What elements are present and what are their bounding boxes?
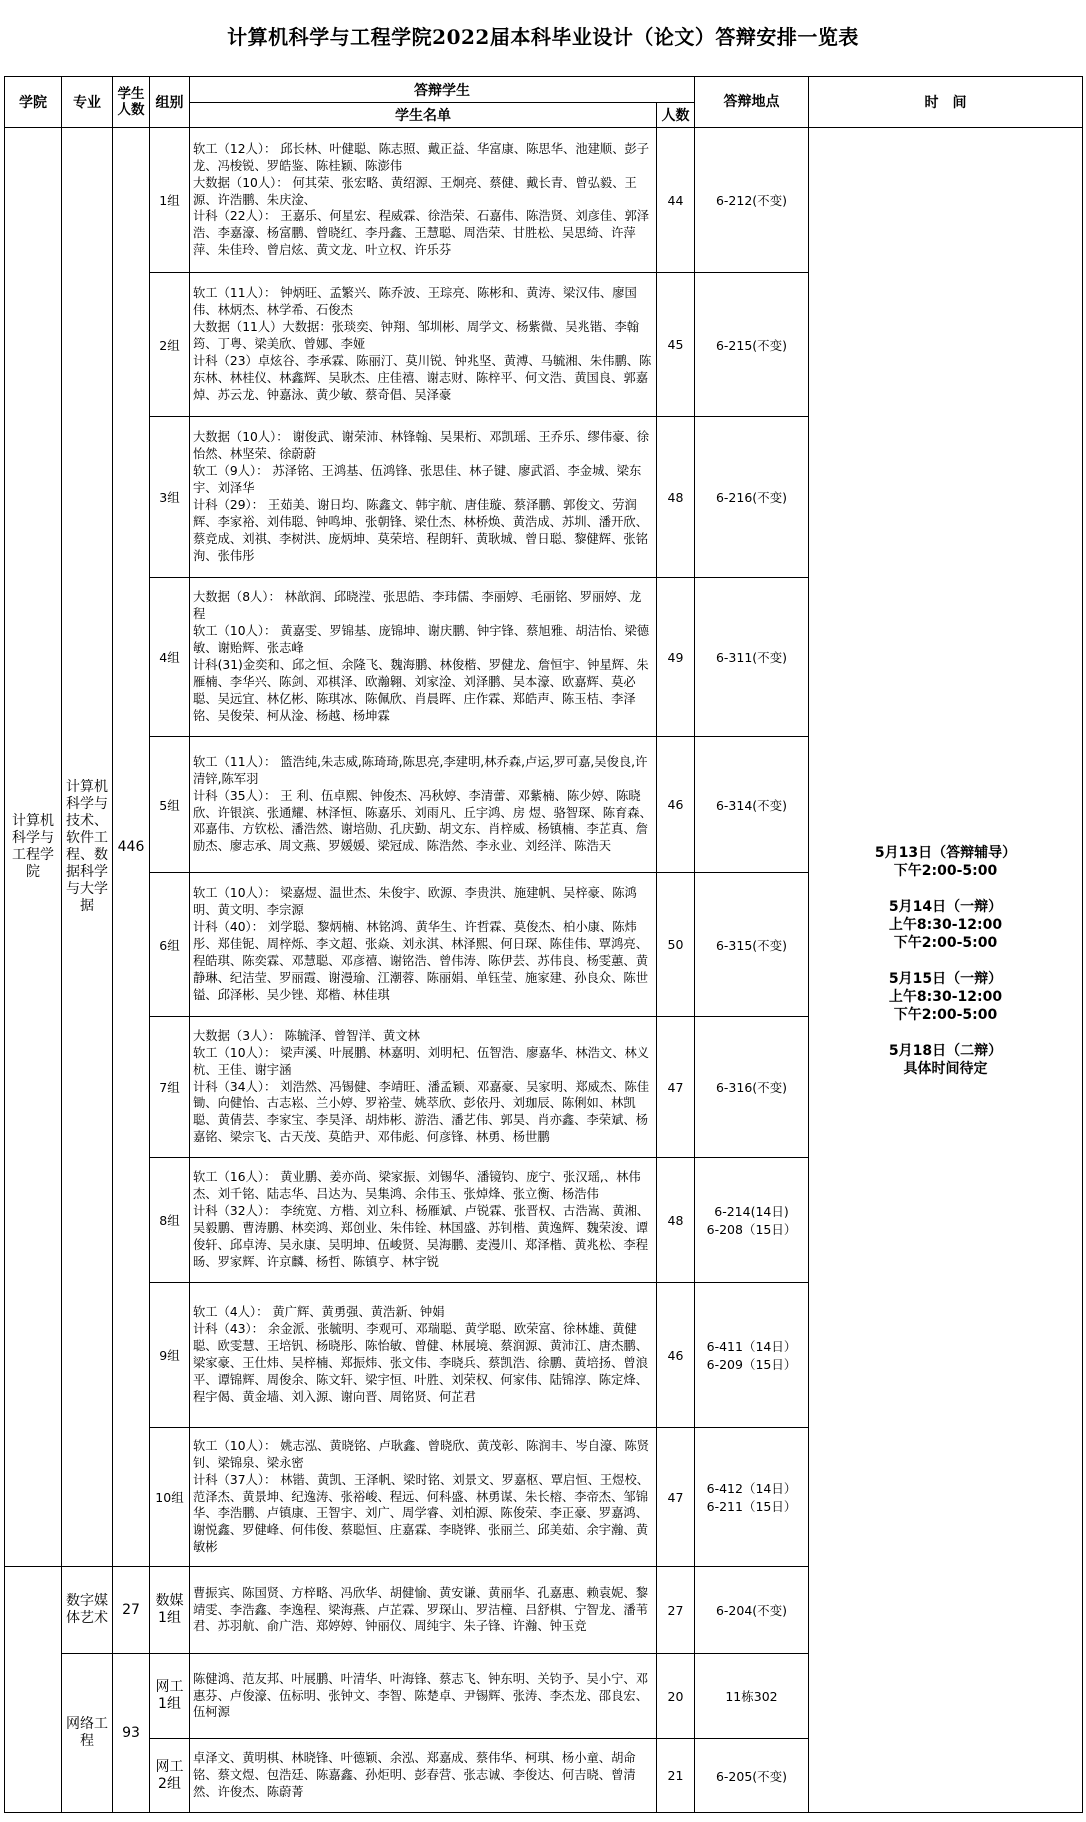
time-line: 5月14日（一辩）	[888, 899, 1003, 915]
header-defense-students: 答辩学生	[190, 77, 695, 103]
location-cell: 6-315(不变)	[695, 873, 809, 1017]
student-line: 计科（23）卓炫谷、李承霖、陈丽汀、莫川锐、钟兆坚、黄溥、马毓湘、朱伟鹏、陈东林、林桂仪、林鑫辉、吴耿杰、庄佳禧、谢志财、陈梓平、何文浩、黄国良、郭嘉焯、苏云龙、钟嘉泳、黄少敏、蔡奇倡、吴泽豪	[193, 353, 652, 402]
group-cell: 网工2组	[150, 1739, 190, 1813]
student-list-cell	[190, 417, 657, 578]
time-line: 下午2:00-5:00	[893, 863, 998, 879]
student-line: 大数据（8人）： 林歆润、邱晓滢、张思皓、李玮儒、李丽婷、毛丽铭、罗丽婷、龙程	[193, 590, 642, 622]
header-location: 答辩地点	[695, 77, 809, 128]
group-count-cell: 21	[657, 1739, 695, 1813]
location-cell: 6-411（14日） 6-209（15日）	[695, 1283, 809, 1428]
student-list-cell	[190, 128, 657, 273]
location-cell: 6-311(不变)	[695, 578, 809, 737]
time-line: 上午8:30-12:00	[888, 917, 1003, 933]
student-line: 计科（22人）： 王嘉乐、何星宏、程威霖、徐浩荣、石嘉伟、陈浩贤、刘彦佳、郭泽浩、李嘉濠、杨富鹏、曾晓红、李丹鑫、王慧聪、周浩荣、甘胜松、吴思绮、许萍萍、朱佳玲、曾启炫、黄文龙、叶立权、许乐芬	[193, 209, 650, 258]
student-line: 计科（40）： 刘学聪、黎炳楠、林铭鸿、黄华生、许哲霖、莫俊杰、柏小康、陈炜彤、郑佳铌、周梓烁、李文超、张焱、刘永淇、林泽熙、何日琛、陈佳伟、覃鸿亮、程皓琪、陈奕霖、邓慧聪、邓彦禧、谢铭浩、曾伟涛、陈伊芸、苏伟良、杨雯蕙、黄静琳、纪洁莹、罗丽霞、谢漫瑜、江潮蓉、陈丽娟、单钰莹、施家建、孙良众、陈世镒、邱泽彬、吴少锉、郑楷、林佳琪	[193, 920, 648, 1002]
group-count-cell: 47	[657, 1017, 695, 1158]
location-cell: 6-212(不变)	[695, 128, 809, 273]
student-list-cell	[190, 578, 657, 737]
student-line: 软工（10人）： 梁嘉煜、温世杰、朱俊宇、欧源、李贵洪、施建帆、吴梓豪、陈鸿明、黄文明、李宗源	[193, 886, 637, 918]
location-cell: 6-314(不变)	[695, 737, 809, 873]
table-row	[5, 128, 1083, 273]
page-title: 计算机科学与工程学院2022届本科毕业设计（论文）答辩安排一览表	[227, 25, 859, 49]
major-count-cell: 93	[113, 1654, 150, 1813]
student-line: 计科(31)金奕和、邱之恒、余隆飞、魏海鹏、林俊楷、罗健龙、詹恒宇、钟星辉、朱雁楠、李华兴、陈剑、邓棋泽、欧瀚翱、刘家淦、刘泽鹏、吴本濠、欧嘉辉、莫必聪、吴远宜、林亿彬、陈琪冰、陈佩欣、肖晨晖、庄作霖、郑皓声、陈玉桔、李泽铭、吴俊荣、柯从淦、杨越、杨坤霖	[193, 658, 649, 723]
student-line: 陈健鸿、范友邦、叶展鹏、叶清华、叶海锋、蔡志飞、钟东明、关钧予、吴小宁、邓惠芬、卢俊濠、伍标明、张钟文、李智、陈楚卓、尹锡辉、张涛、李杰龙、邵良宏、伍柯源	[193, 1671, 648, 1720]
group-cell: 3组	[150, 417, 190, 578]
time-block	[809, 970, 1082, 1024]
header-time: 时 间	[809, 77, 1083, 128]
time-block	[809, 844, 1082, 880]
group-cell: 6组	[150, 873, 190, 1017]
time-line: 5月13日（答辩辅导）	[874, 845, 1017, 861]
time-line: 下午2:00-5:00	[893, 935, 998, 951]
group-count-cell: 48	[657, 417, 695, 578]
student-line: 大数据（11人）大数据：张琰奕、钟翔、邹圳彬、周学文、杨紫微、吴兆锴、李翰筠、丁粤、梁美欣、曾娜、李娅	[193, 320, 640, 352]
time-line: 具体时间待定	[903, 1061, 988, 1077]
student-line: 软工（4人）： 黄广辉、黄勇强、黄浩新、钟娟	[193, 1305, 445, 1320]
group-cell: 7组	[150, 1017, 190, 1158]
student-line: 软工（11人）： 钟炳旺、孟繁兴、陈乔波、王琮亮、陈彬和、黄涛、梁汉伟、廖国伟、林炳杰、林学希、石俊杰	[193, 286, 637, 318]
student-line: 软工（10人）： 姚志泓、黄晓铭、卢耿鑫、曾晓欣、黄茂彰、陈润丰、岑自濠、陈贤钊、梁锦泉、梁永密	[193, 1438, 650, 1470]
major-count-cell: 446	[113, 128, 150, 1567]
header-major: 专业	[62, 77, 113, 128]
time-line: 下午2:00-5:00	[893, 1007, 998, 1023]
student-list-cell	[190, 1428, 657, 1567]
location-cell: 6-214(14日) 6-208（15日）	[695, 1158, 809, 1283]
location-cell: 6-205(不变)	[695, 1739, 809, 1813]
group-count-cell: 27	[657, 1567, 695, 1654]
student-list-cell	[190, 1158, 657, 1283]
time-line: 上午8:30-12:00	[888, 989, 1003, 1005]
time-line: 5月15日（一辩）	[888, 971, 1003, 987]
defense-schedule-table	[4, 76, 1083, 1813]
header-college: 学院	[5, 77, 62, 128]
student-line: 软工（9人）： 苏泽铭、王鸿基、伍鸿锋、张思佳、林子键、廖武滔、李金城、梁东宇、刘泽华	[193, 464, 642, 496]
group-cell: 10组	[150, 1428, 190, 1567]
time-cell	[809, 128, 1083, 1813]
student-line: 计科（34人）： 刘浩然、冯锡健、李靖旺、潘孟颖、邓嘉豪、吴家明、郑威杰、陈佳锄、向健怡、古志崧、兰小婷、罗裕莹、姚萃欣、彭依丹、刘珈辰、陈俐如、林凯聪、黄倩芸、李家宝、李昊泽、胡炜彬、游浩、潘艺伟、郭昊、肖亦鑫、李荣斌、杨嘉铭、梁宗飞、古天茂、莫皓尹、邓伟彪、何彦锋、林勇、杨世鹏	[193, 1079, 650, 1145]
group-count-cell: 50	[657, 873, 695, 1017]
student-line: 大数据（10人）： 谢俊武、谢荣沛、林锋翰、吴果桁、邓凯瑶、王乔乐、缪伟豪、徐怡然、林坚荣、徐蔚蔚	[193, 430, 650, 462]
group-count-cell: 20	[657, 1654, 695, 1739]
group-count-cell: 44	[657, 128, 695, 273]
group-count-cell: 47	[657, 1428, 695, 1567]
student-list-cell	[190, 873, 657, 1017]
student-line: 大数据（3人）： 陈毓泽、曾智洋、黄文林	[193, 1028, 420, 1043]
student-line: 计科（37人）： 林锴、黄凯、王泽帆、梁时铭、刘景文、罗嘉枢、覃启恒、王煜校、范泽杰、黄景坤、纪逸涛、张裕峻、程远、何科盛、林勇谋、朱长榕、李帝杰、邹锦华、李浩鹏、卢镇康、王智宇、刘广、周学睿、刘柏源、陈俊荣、李正豪、罗嘉鸿、谢悦鑫、罗健峰、何伟俊、蔡聪恒、庄嘉霖、李晓铧、张丽兰、邱美茹、余宇瀚、黄敏彬	[193, 1472, 650, 1555]
major-cell: 计算机科学与技术、软件工程、数据科学与大学据	[62, 128, 113, 1567]
location-cell: 6-204(不变)	[695, 1567, 809, 1654]
group-cell: 2组	[150, 273, 190, 417]
student-line: 软工（16人）： 黄业鹏、姜亦尚、梁家振、刘锡华、潘镜钧、庞宁、张汉瑶,、林伟杰、刘千铭、陆志华、吕达为、吴集鸿、余伟玉、张焯烽、张立衡、杨浩伟	[193, 1170, 641, 1202]
group-cell: 8组	[150, 1158, 190, 1283]
group-count-cell: 49	[657, 578, 695, 737]
student-list-cell	[190, 273, 657, 417]
group-count-cell: 46	[657, 1283, 695, 1428]
student-line: 软工（10人）： 黄嘉雯、罗锦基、庞锦坤、谢庆鹏、钟宇锋、蔡旭雅、胡洁怡、梁德敏、谢贻辉、张志峰	[193, 624, 650, 656]
time-line: 5月18日（二辩）	[888, 1043, 1003, 1059]
group-count-cell: 45	[657, 273, 695, 417]
student-line: 计科（43）： 余金派、张毓明、李观可、邓瑞聪、黄学聪、欧荣富、徐林雄、黄健聪、欧雯慧、王培钒、杨晓彤、陈怡敏、曾健、林展境、蔡润源、黄沛江、唐杰鹏、梁家豪、王仕炜、吴梓楠、郑振炜、张文伟、李晓兵、蔡凯浩、徐鹏、黄培扬、曾浪平、谭锦辉、周俊余、陈文轩、梁宇恒、叶胜、刘荣权、何家伟、陆锦淳、陈定烽、程宇偈、黄金墙、刘入源、谢向晋、周铭贤、何芷君	[193, 1322, 648, 1404]
major-cell: 网络工程	[62, 1654, 113, 1813]
group-count-cell: 48	[657, 1158, 695, 1283]
student-list-cell	[190, 1739, 657, 1813]
student-list-cell	[190, 1654, 657, 1739]
header-group: 组别	[150, 77, 190, 128]
group-cell: 9组	[150, 1283, 190, 1428]
location-cell: 6-316(不变)	[695, 1017, 809, 1158]
group-cell: 网工1组	[150, 1654, 190, 1739]
student-list-cell	[190, 737, 657, 873]
group-count-cell: 46	[657, 737, 695, 873]
group-cell: 4组	[150, 578, 190, 737]
student-line: 计科（35人）： 王 利、伍卓熙、钟俊杰、冯秋婷、李清蕾、邓紫楠、陈少婷、陈晓欣、许银滨、张通耀、林泽恒、陈嘉乐、刘雨凡、丘宇鸿、房 煜、骆智琛、陈育森、邓嘉伟、方钦松、潘浩然、谢培勋、孔庆勤、胡文东、肖梓威、杨镇楠、李芷真、詹励杰、廖志承、周文燕、罗媛媛、梁冠成、陈浩然、李永业、刘经洋、陈浩天	[193, 788, 652, 854]
college-spacer-cell	[5, 1567, 62, 1813]
college-cell: 计算机科学与工程学院	[5, 128, 62, 1567]
student-line: 软工（12人）： 邱长林、叶健聪、陈志照、戴正益、华富康、陈思华、池建顺、彭子龙、冯梭锐、罗皓鉴、陈桂颖、陈澎伟	[193, 141, 650, 173]
student-list-cell	[190, 1283, 657, 1428]
header-student-list: 学生名单	[190, 103, 657, 128]
major-cell: 数字媒体艺术	[62, 1567, 113, 1654]
time-block	[809, 1042, 1082, 1078]
student-line: 软工（11人）： 篮浩纯,朱志威,陈琦琦,陈思亮,李建明,林乔森,卢运,罗可嘉,吴俊良,许清锌,陈军羽	[193, 754, 648, 786]
student-line: 计科（32人）： 李统宽、方楷、刘立科、杨雁斌、卢锐霖、张晋权、古浩嵩、黄湘、吴毅鹏、曹涛鹏、林奕鸿、郑创业、朱伟铨、林国盛、苏钊楷、黄逸辉、魏荣浚、谭俊轩、邱卓涛、吴永康、吴明坤、伍峻贤、吴海鹏、麦漫川、郑泽楷、黄兆松、李程旸、罗家辉、许京麟、杨哲、陈镇亨、林宇锐	[193, 1204, 650, 1269]
location-cell: 11栋302	[695, 1654, 809, 1739]
student-line: 大数据（10人）： 何其荣、张宏略、黄绍源、王炯亮、蔡健、戴长青、曾弘毅、王源、许浩鹏、朱庆淦、	[193, 175, 637, 207]
location-cell: 6-215(不变)	[695, 273, 809, 417]
major-count-cell: 27	[113, 1567, 150, 1654]
student-line: 计科（29）： 王茹美、谢日均、陈鑫文、韩宇航、唐佳璇、蔡泽鹏、郭俊文、劳润辉、李家裕、刘伟聪、钟鸣坤、张朝锋、梁仕杰、林桥焕、黄浩成、苏圳、潘开欣、蔡竞成、刘祺、李树洪、庞炳坤、莫荣培、程朗轩、黄耿城、曾日聪、黎健辉、张铭洵、张伟彤	[193, 498, 648, 563]
time-block	[809, 898, 1082, 952]
group-cell: 5组	[150, 737, 190, 873]
student-line: 软工（10人）： 梁声溪、叶展鹏、林嘉明、刘明杞、伍智浩、廖嘉华、林浩文、林义杭、王佳、谢宇涵	[193, 1045, 650, 1077]
student-line: 曹振宾、陈国贤、方梓略、冯欣华、胡健愉、黄安谦、黄丽华、孔嘉惠、赖袁妮、黎靖雯、李浩鑫、李逸程、梁海燕、卢芷霖、罗琛山、罗洁橦、吕舒棋、宁智龙、潘苇君、苏羽航、俞广浩、郑婷婷、钟丽仪、周纯宇、朱子锋、许瀚、钟玉竞	[193, 1585, 648, 1634]
student-list-cell	[190, 1017, 657, 1158]
header-student-count: 学生人数	[113, 77, 150, 128]
location-cell: 6-216(不变)	[695, 417, 809, 578]
location-cell: 6-412（14日） 6-211（15日）	[695, 1428, 809, 1567]
student-line: 卓泽文、黄明棋、林晓锋、叶德颖、余泓、郑嘉成、蔡伟华、柯琪、杨小童、胡命铭、蔡文煜、包浩廷、陈嘉鑫、孙炬明、彭春营、张志诚、李俊达、何吉晓、曾清然、许俊杰、陈蔚菁	[193, 1751, 636, 1799]
group-cell: 1组	[150, 128, 190, 273]
header-count: 人数	[657, 103, 695, 128]
student-list-cell	[190, 1567, 657, 1654]
group-cell: 数媒1组	[150, 1567, 190, 1654]
